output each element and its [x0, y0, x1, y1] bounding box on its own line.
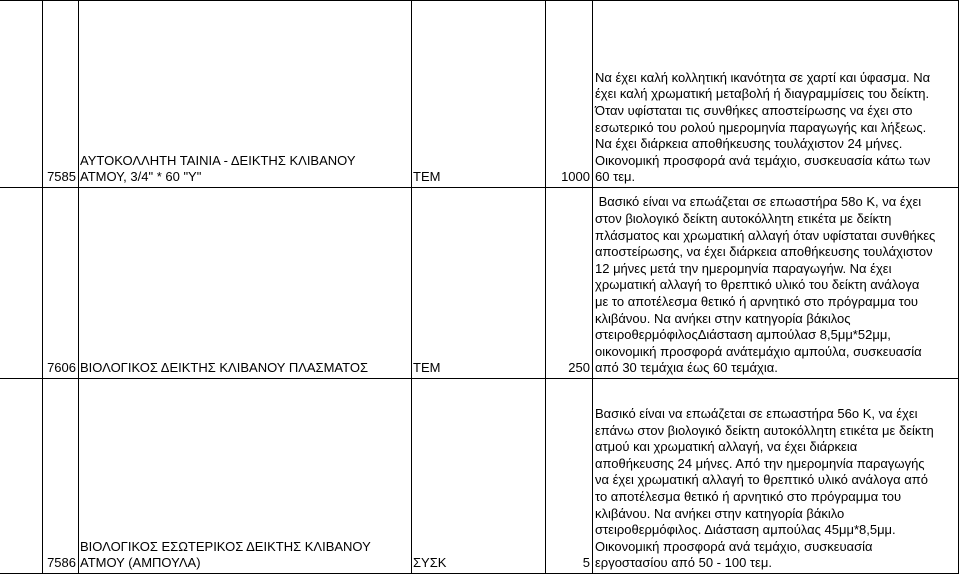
name-cell[interactable]	[78, 1, 411, 187]
unit-cell[interactable]	[411, 379, 545, 573]
description-line: στειροθερμόφιλος. Διάσταση αμπούλας 45μμ*8,5μμ.	[595, 522, 896, 538]
item-unit: ΤΕΜ	[413, 360, 441, 376]
empty-cell	[0, 187, 42, 378]
code-cell[interactable]	[42, 187, 78, 378]
description-line: εσωτερικό του ρολού ημερομηνία παραγωγής και λήξεως.	[595, 119, 927, 135]
description-line: αποστείρωσης, να έχει διάρκεια αποθήκευσης τουλάχιστον	[595, 244, 933, 260]
description-cell[interactable]	[592, 187, 959, 378]
table-row	[0, 379, 959, 574]
description-line: Όταν υφίσταται τις συνθήκες αποστείρωσης να έχει στο	[595, 103, 913, 119]
item-code: 7586	[47, 555, 76, 571]
description-line: στειροθερμόφιλοςΔιάσταση αμπούλασ 8,5μμ*52μμ,	[595, 327, 891, 343]
description-line: Να έχει καλή κολλητική ικανότητα σε χαρτί και ύφασμα. Να	[595, 69, 931, 85]
description-cell[interactable]	[592, 1, 959, 187]
item-unit: ΣΥΣΚ	[413, 555, 447, 571]
item-quantity: 5	[582, 555, 590, 571]
item-name-line: ΑΤΜΟΥ (ΑΜΠΟΥΛΑ)	[80, 555, 201, 571]
description-line: 12 μήνες μετά την ημερομηνία παραγωγήw. Να έχει	[595, 260, 892, 276]
quantity-cell[interactable]	[545, 1, 592, 187]
description-line: Οικονομική προσφορά ανά τεμάχιο, συσκευασία	[595, 538, 873, 554]
description-line: Οικονομική προσφορά ανά τεμάχιο, συσκευασία κάτω των	[595, 152, 931, 168]
item-quantity: 1000	[561, 169, 590, 185]
name-cell[interactable]	[78, 187, 411, 378]
description-line: Βασικό είναι να επωάζεται σε επωαστήρα 56ο Κ, να έχει	[595, 406, 918, 422]
description-line: ατμού και χρωματική αλλαγή, να έχει διάρκεια	[595, 439, 858, 455]
item-code: 7606	[47, 360, 76, 376]
description-line: εργοστασίου από 50 - 100 τεμ.	[595, 555, 772, 571]
item-description	[595, 406, 956, 572]
quantity-cell[interactable]	[545, 187, 592, 378]
empty-cell	[0, 379, 42, 573]
description-line: 60 τεμ.	[595, 169, 636, 185]
item-name	[80, 360, 409, 377]
table-row	[0, 0, 959, 188]
item-quantity: 250	[568, 360, 590, 376]
item-name-line: ΑΥΤΟΚΟΛΛΗΤΗ ΤΑΙΝΙΑ - ΔΕΙΚΤΗΣ ΚΛΙΒΑΝΟΥ	[80, 152, 356, 168]
description-line: με το αποτέλεσμα θετικό ή αρνητικό στο πρόγραμμα του	[595, 294, 919, 310]
item-description	[595, 70, 956, 186]
description-line: στον βιολογικό δείκτη αυτοκόλλητη ετικέτα με δείκτη	[595, 211, 892, 227]
description-line: να έχει χρωματική αλλαγή το θρεπτικό υλικό ανάλογα από	[595, 472, 928, 488]
description-line: το αποτέλεσμα θετικό ή αρνητικό στο πρόγραμμα του	[595, 489, 902, 505]
description-line: κλιβάνου. Να ανήκει στην κατηγορία βάκιλος	[595, 310, 851, 326]
code-cell[interactable]	[42, 1, 78, 187]
quantity-cell[interactable]	[545, 379, 592, 573]
item-name	[80, 153, 409, 186]
item-description	[595, 194, 956, 377]
description-line: από 30 τεμάχια έως 60 τεμάχια.	[595, 360, 778, 376]
description-line: Να έχει διάρκεια αποθήκευσης τουλάχιστον 24 μήνες.	[595, 136, 903, 152]
name-cell[interactable]	[78, 379, 411, 573]
description-line: χρωματική αλλαγή το θρεπτικό υλικό του δείκτη ανάλογα	[595, 277, 920, 293]
item-code: 7585	[47, 169, 76, 185]
description-line: έχει καλή χρωματική μεταβολή ή διαγραμμίσεις του δείκτη.	[595, 86, 930, 102]
empty-cell	[0, 1, 42, 187]
unit-cell[interactable]	[411, 187, 545, 378]
description-line: επάνω στον βιολογικό δείκτη αυτοκόλλητη ετικέτα με δείκτη	[595, 422, 934, 438]
item-name-line: ΒΙΟΛΟΓΙΚΟΣ ΕΣΩΤΕΡΙΚΟΣ ΔΕΙΚΤΗΣ ΚΛΙΒΑΝΟΥ	[80, 538, 371, 554]
description-line: πλάσματος και χρωματική αλλαγή όταν υφίσταται συνθήκες	[595, 227, 936, 243]
table-row	[0, 187, 959, 379]
code-cell[interactable]	[42, 379, 78, 573]
description-line: οικονομική προσφορά ανάτεμάχιο αμπούλα, συσκευασία	[595, 343, 922, 359]
description-line: Βασικό είναι να επωάζεται σε επωαστήρα 58ο Κ, να έχει	[595, 194, 922, 210]
item-unit: ΤΕΜ	[413, 169, 441, 185]
description-cell[interactable]	[592, 379, 959, 573]
item-name-line: ΒΙΟΛΟΓΙΚΟΣ ΔΕΙΚΤΗΣ ΚΛΙΒΑΝΟΥ ΠΛΑΣΜΑΤΟΣ	[80, 360, 368, 376]
item-name	[80, 539, 409, 572]
description-line: κλιβάνου. Να ανήκει στην κατηγορία βάκιλο	[595, 505, 845, 521]
description-line: αποθήκευσης 24 μήνες. Από την ημερομηνία παραγωγής	[595, 455, 925, 471]
unit-cell[interactable]	[411, 1, 545, 187]
item-name-line: ΑΤΜΟΥ, 3/4" * 60 "Y"	[80, 169, 202, 185]
